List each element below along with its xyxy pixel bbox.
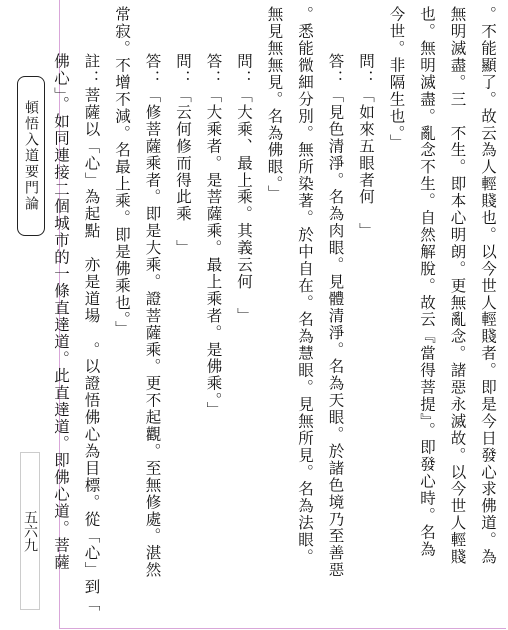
text-body [52,6,503,622]
text-column: 今世。非隔生也。」 [387,6,406,151]
text-column: 。不能顯了。故云為人輕賤也。以今世人輕賤者。即是今日發心求佛道。為 [479,6,497,566]
text-column: 註：菩薩以「心」為起點 亦是道場 。以證悟佛心為目標。從「心」到「 [82,53,101,613]
text-column: 答：「大乘者。是菩薩乘。最上乘者。是佛乘。」 [204,53,223,419]
text-column: 無見無無見。名為佛眼。」 [265,6,284,202]
text-column: 。悉能微細分別。無所染著。於中自在。名為慧眼。見無所見。名為法眼。 [296,6,314,566]
text-column: 也。無明滅盡。亂念不生。自然解脫。故云『當得菩提』。即發心時。名為 [418,6,436,558]
text-column: 無明滅盡。三 不生。即本心明朗。更無亂念。諸惡永滅故。以今世人輕賤 [448,6,467,566]
page-number: 五六九 [20,452,40,610]
text-column: 問：「如來五眼者何 」 [357,53,375,240]
text-column: 問：「云何修而得此乘 」 [174,53,192,257]
text-column: 佛心」。如同連接二個城市的一條直達道。此直達道。即佛心道。菩薩 [52,53,70,571]
text-column: 答：「見色清淨。名為肉眼。見體清淨。名為天眼。於諸色境乃至善惡 [326,53,345,579]
text-column: 問：「大乘、最上乘。其義云何 」 [235,53,253,325]
text-column: 答：「修菩薩乘者。即是大乘。證菩薩乘。更不起觀。至無修處。湛然 [143,53,162,579]
text-column: 常寂。不增不減。名最上乘。即是佛乘也。」 [113,6,131,338]
side-title: 頓悟入道要門論 [17,76,45,236]
